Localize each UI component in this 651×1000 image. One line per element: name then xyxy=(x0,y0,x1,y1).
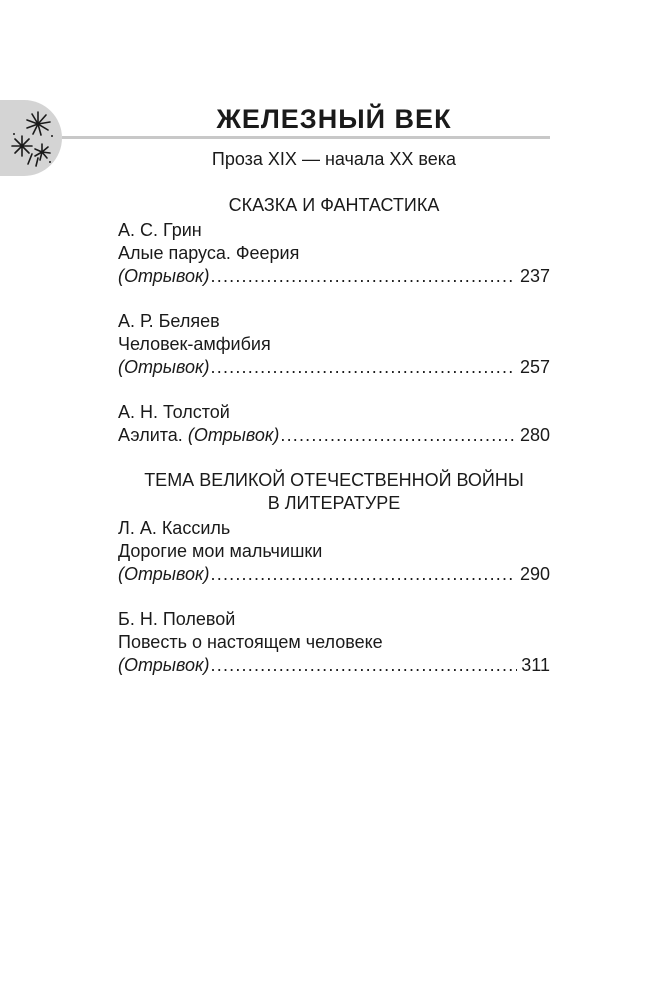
section-title: ТЕМА ВЕЛИКОЙ ОТЕЧЕСТВЕННОЙ ВОЙНЫ xyxy=(144,470,524,490)
entry-page-number: 290 xyxy=(519,564,550,584)
entry-page-number: 237 xyxy=(519,266,550,286)
dot-leader xyxy=(211,562,516,586)
toc-entry-line[interactable] xyxy=(118,653,550,677)
dot-leader xyxy=(280,423,516,447)
dot-leader xyxy=(211,653,518,677)
entry-note: (Отрывок) xyxy=(187,425,280,445)
chapter-tab xyxy=(0,100,62,176)
entry-work: Дорогие мои мальчишки xyxy=(118,541,323,561)
toc-entry-line[interactable] xyxy=(118,264,550,288)
entry-work: Алые паруса. Феерия xyxy=(118,243,300,263)
entry-page-number: 280 xyxy=(519,425,550,445)
entry-page-number: 311 xyxy=(521,655,550,675)
entry-work: Человек-амфибия xyxy=(118,334,271,354)
page-title: ЖЕЛЕЗНЫЙ ВЕК xyxy=(216,104,452,134)
header-rule xyxy=(62,136,550,139)
entry-note: (Отрывок) xyxy=(118,655,210,675)
toc-entry-line[interactable] xyxy=(118,355,550,379)
entry-author: А. С. Грин xyxy=(118,220,202,240)
entry-note: (Отрывок) xyxy=(118,357,210,377)
entry-page-number: 257 xyxy=(519,357,550,377)
entry-author: Л. А. Кассиль xyxy=(118,518,231,538)
fireworks-icon xyxy=(6,106,60,170)
entry-author: А. Н. Толстой xyxy=(118,402,230,422)
section-title: СКАЗКА И ФАНТАСТИКА xyxy=(228,195,440,215)
entry-author: Б. Н. Полевой xyxy=(118,609,236,629)
dot-leader xyxy=(211,264,516,288)
entry-work: Повесть о настоящем человеке xyxy=(118,632,383,652)
section-title-continued: В ЛИТЕРАТУРЕ xyxy=(267,493,401,513)
entry-note: (Отрывок) xyxy=(118,564,210,584)
toc-entry-line[interactable] xyxy=(118,423,550,447)
entry-author: А. Р. Беляев xyxy=(118,311,220,331)
page-subtitle: Проза XIX — начала XX века xyxy=(211,149,457,169)
entry-work: Аэлита. xyxy=(118,425,183,445)
toc-entry-line[interactable] xyxy=(118,562,550,586)
entry-note: (Отрывок) xyxy=(118,266,210,286)
dot-leader xyxy=(211,355,516,379)
